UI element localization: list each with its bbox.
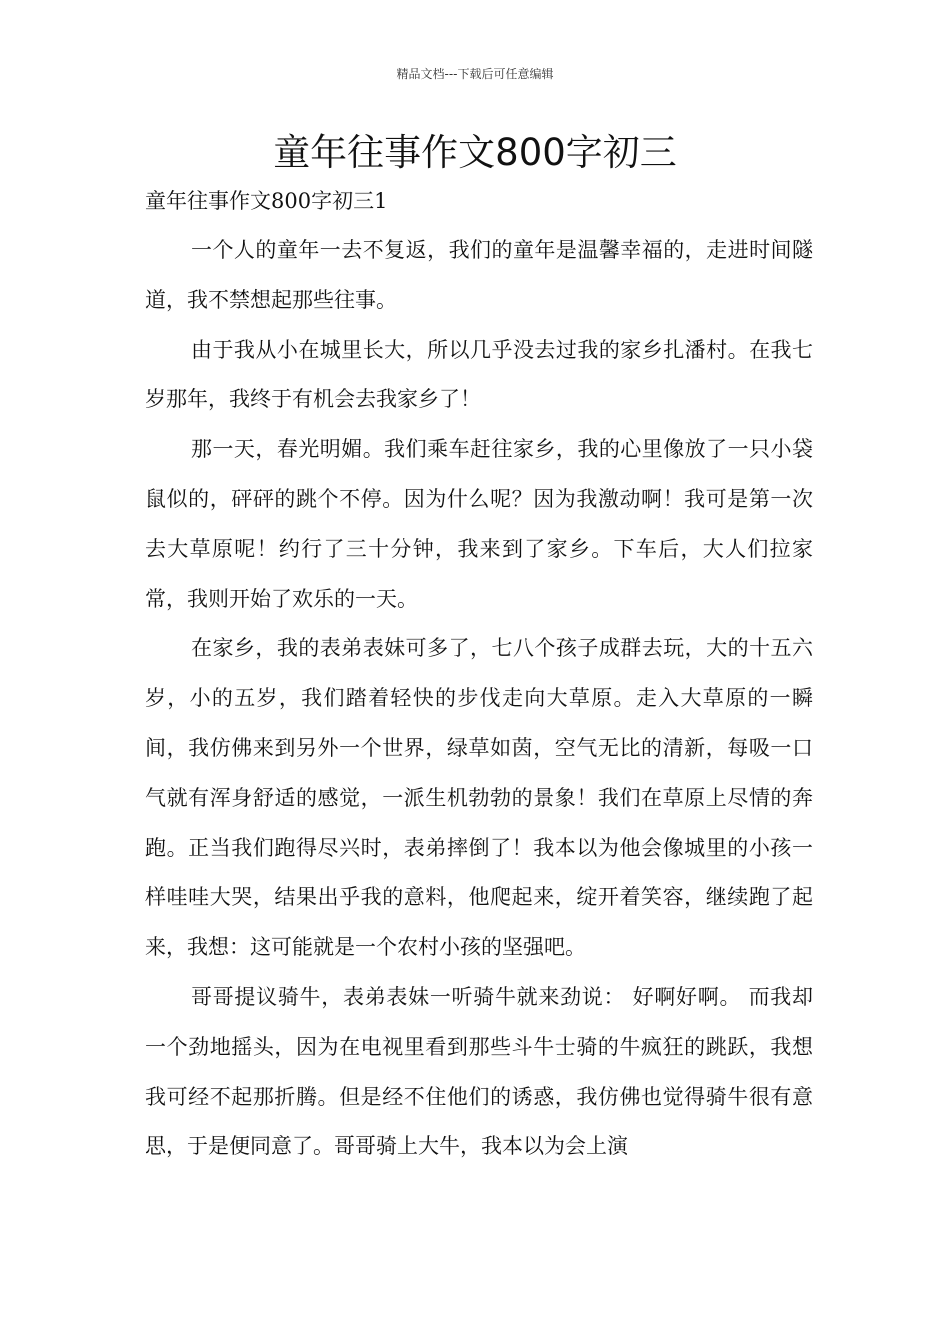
paragraph-4: 在家乡，我的表弟表妹可多了，七八个孩子成群去玩，大的十五六岁，小的五岁，我们踏着轻快的步伐走向大草原。走入大草原的一瞬间，我仿佛来到另外一个世界，绿草如茵，空气无比的清新，每吸一口气就有浑身舒适的感觉，一派生机勃勃的景象！我们在草原上尽情的奔跑。正当我们跑得尽兴时，表弟摔倒了！我本以为他会像城里的小孩一样哇哇大哭，结果出乎我的意料，他爬起来，绽开着笑容，继续跑了起来，我想：这可能就是一个农村小孩的坚强吧。 [145,636,813,960]
document-title: 童年往事作文800字初三 [273,131,677,174]
paragraph-1: 一个人的童年一去不复返，我们的童年是温馨幸福的，走进时间隧道，我不禁想起那些往事。 [145,238,813,312]
document-body [145,226,813,1172]
document-subtitle: 童年往事作文800字初三1 [145,189,388,213]
header-note: 精品文档---下载后可任意编辑 [396,67,554,81]
paragraph-2: 由于我从小在城里长大，所以几乎没去过我的家乡扎潘村。在我七岁那年，我终于有机会去我家乡了！ [145,337,813,412]
paragraph-5: 哥哥提议骑牛，表弟表妹一听骑牛就来劲说： 好啊好啊。 而我却一个劲地摇头，因为在电视里看到那些斗牛士骑的牛疯狂的跳跃，我想我可经不起那折腾。但是经不住他们的诱惑，我仿佛也觉得骑牛很有意思，于是便同意了。哥哥骑上大牛，我本以为会上演 [145,984,813,1159]
paragraph-3: 那一天，春光明媚。我们乘车赶往家乡，我的心里像放了一只小袋鼠似的，砰砰的跳个不停。因为什么呢？因为我激动啊！我可是第一次去大草原呢！约行了三十分钟，我来到了家乡。下车后，大人们拉家常，我则开始了欢乐的一天。 [145,437,813,611]
